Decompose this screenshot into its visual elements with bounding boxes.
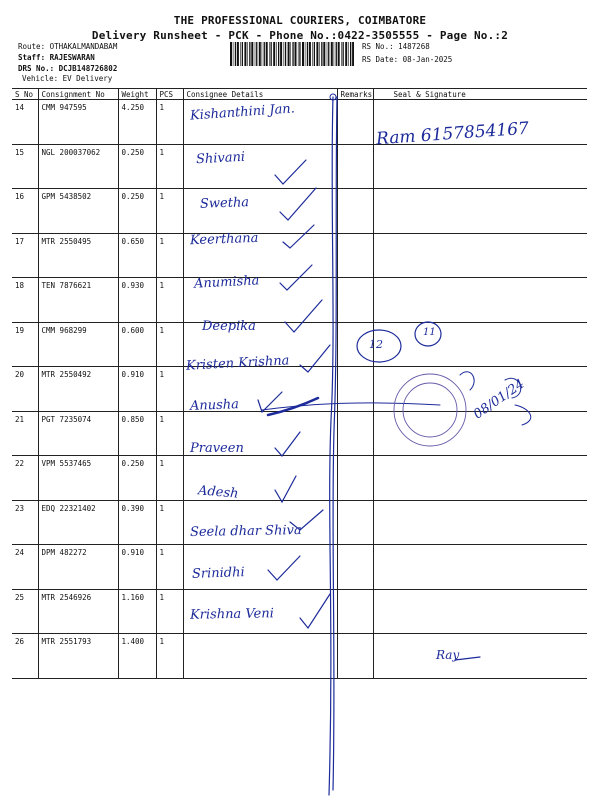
consignee-handwritten-name: Swetha xyxy=(199,195,250,212)
barcode-bar xyxy=(312,42,313,66)
stamp-date: 08/01/24 xyxy=(470,376,528,423)
pcs-cell: 1 xyxy=(156,634,183,679)
consignee-handwritten-name: Anusha xyxy=(189,396,240,414)
consignment-cell: DPM 482272 xyxy=(38,545,118,590)
vehicle-label: Vehicle: EV Delivery xyxy=(22,74,113,83)
barcode-bar xyxy=(269,42,270,66)
seal-cell xyxy=(373,322,587,367)
sno-cell: 24 xyxy=(12,545,38,590)
barcode-bar xyxy=(240,42,241,66)
consignment-cell: MTR 2550492 xyxy=(38,367,118,412)
remarks-cell xyxy=(337,634,373,679)
col-remarks-header: Remarks xyxy=(337,89,373,100)
circled-number-b: 11 xyxy=(423,327,436,338)
consignee-cell xyxy=(183,634,337,679)
barcode-bar xyxy=(242,42,243,66)
col-sno-header: S No xyxy=(12,89,38,100)
document-title: THE PROFESSIONAL COURIERS, COIMBATORE xyxy=(173,14,427,27)
consignment-cell: VPM 5537465 xyxy=(38,456,118,501)
consignee-handwritten-name: Kishanthini Jan. xyxy=(189,101,296,124)
consignee-handwritten-name: Keerthana xyxy=(189,230,259,248)
barcode-bar xyxy=(327,42,328,66)
sno-cell: 14 xyxy=(12,100,38,145)
weight-cell: 1.400 xyxy=(118,634,156,679)
remarks-cell xyxy=(337,100,373,145)
remarks-cell xyxy=(337,233,373,278)
barcode-bar xyxy=(307,42,308,66)
seal-cell xyxy=(373,589,587,634)
consignee-handwritten-name: Anumisha xyxy=(193,273,260,292)
pcs-cell: 1 xyxy=(156,456,183,501)
barcode-bar xyxy=(290,42,291,66)
consignment-cell: MTR 2551793 xyxy=(38,634,118,679)
barcode-bar xyxy=(348,42,349,66)
sno-cell: 21 xyxy=(12,411,38,456)
barcode-bar xyxy=(280,42,282,66)
seal-cell xyxy=(373,233,587,278)
bottom-initials: Ray xyxy=(436,648,460,662)
sno-cell: 25 xyxy=(12,589,38,634)
route-label: Route: OTHAKALMANDABAM xyxy=(18,42,118,51)
barcode-bar xyxy=(331,42,333,66)
drs-number: DRS No.: DCJB148726802 xyxy=(18,64,118,73)
consignee-handwritten-name: Shivani xyxy=(195,149,246,167)
consignment-cell: MTR 2546926 xyxy=(38,589,118,634)
barcode-bar xyxy=(273,42,275,66)
consignee-handwritten-name: Krishna Veni xyxy=(189,606,274,623)
barcode-bar xyxy=(334,42,335,66)
consignee-handwritten-name: Kristen Krishna xyxy=(185,353,290,374)
consignment-cell: PGT 7235074 xyxy=(38,411,118,456)
remarks-cell xyxy=(337,411,373,456)
pcs-cell: 1 xyxy=(156,367,183,412)
sno-cell: 18 xyxy=(12,278,38,323)
weight-cell: 0.910 xyxy=(118,545,156,590)
pcs-cell: 1 xyxy=(156,100,183,145)
weight-cell: 0.910 xyxy=(118,367,156,412)
barcode-bar xyxy=(285,42,286,66)
seal-cell xyxy=(373,278,587,323)
barcode-bar xyxy=(350,42,351,66)
weight-cell: 0.600 xyxy=(118,322,156,367)
seal-cell xyxy=(373,189,587,234)
remarks-cell xyxy=(337,456,373,501)
remarks-cell xyxy=(337,545,373,590)
barcode-bar xyxy=(278,42,279,66)
table-row xyxy=(12,322,587,367)
table-row xyxy=(12,411,587,456)
consignment-cell: MTR 2550495 xyxy=(38,233,118,278)
sno-cell: 22 xyxy=(12,456,38,501)
weight-cell: 4.250 xyxy=(118,100,156,145)
barcode-bar xyxy=(262,42,263,66)
barcode-bar xyxy=(247,42,248,66)
table-row xyxy=(12,589,587,634)
barcode-bar xyxy=(255,42,256,66)
circled-number-a: 12 xyxy=(369,338,383,351)
barcode-bar xyxy=(230,42,232,66)
weight-cell: 0.250 xyxy=(118,144,156,189)
weight-cell: 0.650 xyxy=(118,233,156,278)
seal-cell xyxy=(373,634,587,679)
table-row xyxy=(12,545,587,590)
consignment-cell: GPM 5438502 xyxy=(38,189,118,234)
pcs-cell: 1 xyxy=(156,545,183,590)
barcode-bar xyxy=(314,42,315,66)
seal-cell xyxy=(373,500,587,545)
pcs-cell: 1 xyxy=(156,411,183,456)
table-header-row xyxy=(12,89,587,100)
consignment-cell: EDQ 22321402 xyxy=(38,500,118,545)
table-row xyxy=(12,278,587,323)
rs-date: RS Date: 08-Jan-2025 xyxy=(362,55,453,64)
barcode-bar xyxy=(271,42,272,66)
consignee-handwritten-name: Deepika xyxy=(202,318,256,334)
remarks-cell xyxy=(337,589,373,634)
document-subtitle: Delivery Runsheet - PCK - Phone No.:0422-3505555 - Page No.:2 xyxy=(91,29,509,42)
barcode-bar xyxy=(235,42,236,66)
table-row xyxy=(12,233,587,278)
barcode-bar xyxy=(259,42,261,66)
consignment-cell: CMM 968299 xyxy=(38,322,118,367)
consignee-handwritten-name: Praveen xyxy=(190,441,244,456)
barcode-bar xyxy=(288,42,290,66)
barcode-bar xyxy=(336,42,337,66)
consignment-cell: NGL 200037062 xyxy=(38,144,118,189)
barcode xyxy=(230,42,354,66)
sno-cell: 26 xyxy=(12,634,38,679)
consignment-cell: CMM 947595 xyxy=(38,100,118,145)
barcode-bar xyxy=(249,42,250,66)
table-row xyxy=(12,144,587,189)
pcs-cell: 1 xyxy=(156,322,183,367)
sno-cell: 17 xyxy=(12,233,38,278)
consignment-cell: TEN 7876621 xyxy=(38,278,118,323)
barcode-bar xyxy=(251,42,253,66)
col-weight-header: Weight xyxy=(118,89,156,100)
table-row xyxy=(12,634,587,679)
col-consignment-header: Consignment No xyxy=(38,89,118,100)
consignee-handwritten-name: Seela dhar Shiva xyxy=(189,523,302,540)
sno-cell: 23 xyxy=(12,500,38,545)
consignee-handwritten-name: Srinidhi xyxy=(191,564,245,582)
rs-number: RS No.: 1487268 xyxy=(362,42,430,51)
remarks-cell xyxy=(337,144,373,189)
barcode-bar xyxy=(328,42,329,66)
seal-cell xyxy=(373,144,587,189)
seal-cell xyxy=(373,545,587,590)
barcode-bar xyxy=(305,42,306,66)
barcode-bar xyxy=(341,42,342,66)
barcode-bar xyxy=(276,42,277,66)
barcode-bar xyxy=(319,42,320,66)
table-row xyxy=(12,456,587,501)
weight-cell: 0.390 xyxy=(118,500,156,545)
pcs-cell: 1 xyxy=(156,189,183,234)
pcs-cell: 1 xyxy=(156,233,183,278)
barcode-bar xyxy=(316,42,318,66)
barcode-bar xyxy=(309,42,311,66)
sno-cell: 20 xyxy=(12,367,38,412)
col-seal-header: Seal & Signature xyxy=(373,89,587,100)
remarks-cell xyxy=(337,367,373,412)
barcode-bar xyxy=(295,42,297,66)
seal-signature-note: Ram 6157854167 xyxy=(375,118,530,150)
runsheet-table xyxy=(12,88,587,679)
barcode-bar xyxy=(298,42,299,66)
seal-cell xyxy=(373,456,587,501)
pcs-cell: 1 xyxy=(156,589,183,634)
consignee-handwritten-name: Adesh xyxy=(197,482,240,502)
remarks-cell xyxy=(337,500,373,545)
weight-cell: 0.930 xyxy=(118,278,156,323)
sno-cell: 16 xyxy=(12,189,38,234)
weight-cell: 0.250 xyxy=(118,189,156,234)
pcs-cell: 1 xyxy=(156,500,183,545)
barcode-bar xyxy=(264,42,265,66)
barcode-bar xyxy=(299,42,300,66)
barcode-bar xyxy=(323,42,325,66)
remarks-cell xyxy=(337,278,373,323)
barcode-bar xyxy=(321,42,322,66)
table-row xyxy=(12,189,587,234)
weight-cell: 1.160 xyxy=(118,589,156,634)
barcode-bar xyxy=(244,42,246,66)
barcode-bar xyxy=(284,42,285,66)
barcode-bar xyxy=(237,42,239,66)
staff-label: Staff: RAJESWARAN xyxy=(18,53,95,62)
pcs-cell: 1 xyxy=(156,278,183,323)
sno-cell: 19 xyxy=(12,322,38,367)
weight-cell: 0.250 xyxy=(118,456,156,501)
barcode-bar xyxy=(343,42,344,66)
barcode-bar xyxy=(256,42,257,66)
weight-cell: 0.850 xyxy=(118,411,156,456)
barcode-bar xyxy=(292,42,293,66)
barcode-bar xyxy=(233,42,234,66)
sno-cell: 15 xyxy=(12,144,38,189)
remarks-cell xyxy=(337,322,373,367)
barcode-bar xyxy=(302,42,304,66)
remarks-cell xyxy=(337,189,373,234)
col-consignee-header: Consignee Details xyxy=(183,89,337,100)
barcode-bar xyxy=(352,42,354,66)
pcs-cell: 1 xyxy=(156,144,183,189)
col-pcs-header: PCS xyxy=(156,89,183,100)
barcode-bar xyxy=(338,42,340,66)
barcode-bar xyxy=(345,42,347,66)
barcode-bar xyxy=(266,42,268,66)
